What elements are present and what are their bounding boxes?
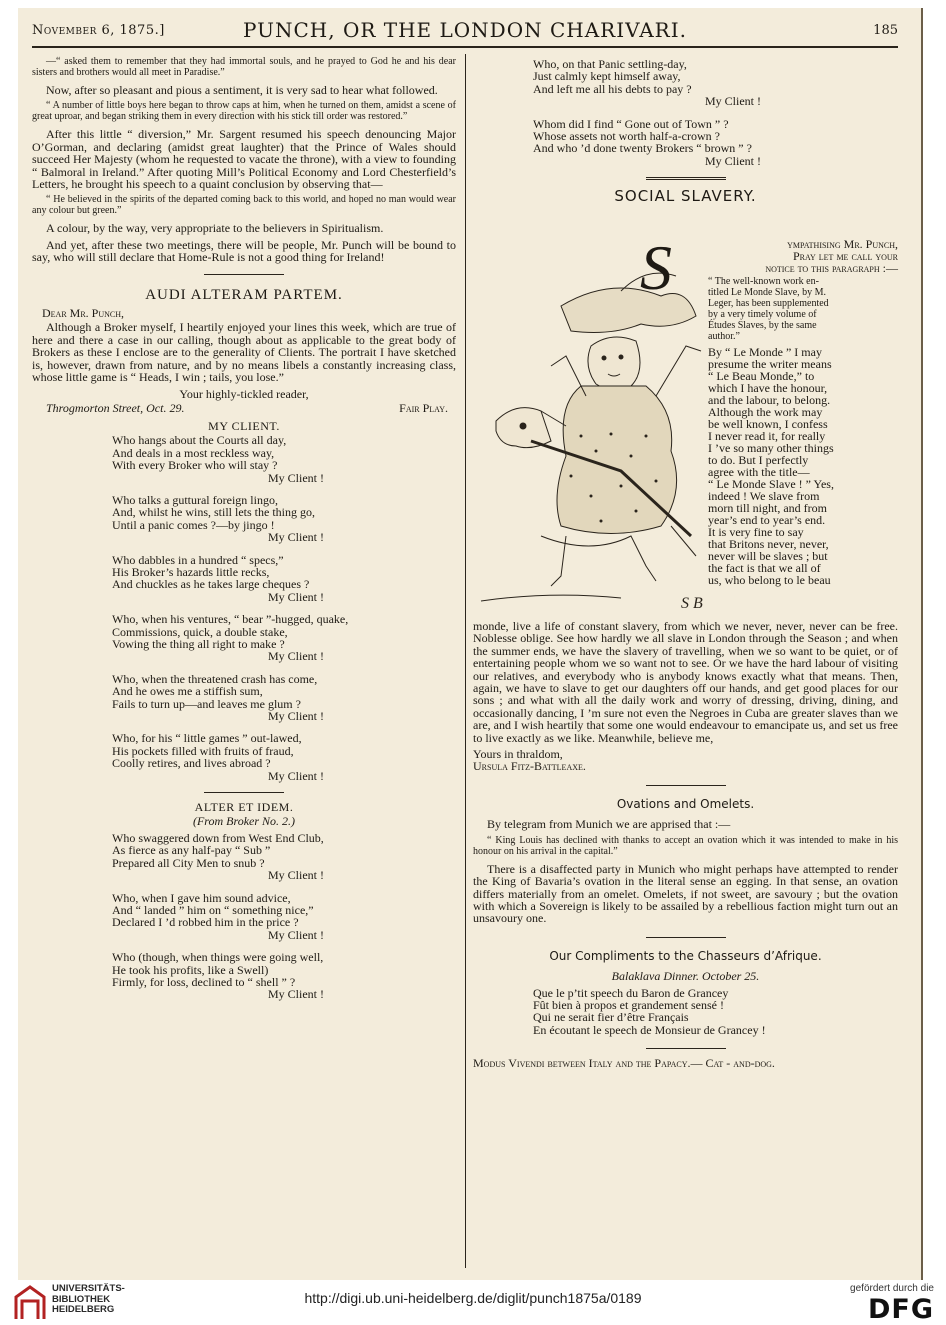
header-rule [32,46,898,48]
stanza [112,554,456,604]
refrain-line: My Client ! [268,987,324,1002]
narrow-text-line: morn till night, and from [708,501,827,515]
page-number: 185 [873,23,898,38]
verse-line: His pockets filled with fruits of fraud, [112,743,294,758]
refrain-line: My Client ! [705,94,761,109]
verse-line: Who hangs about the Courts all day, [112,433,287,448]
monde-slave-quote-line: by a very timely volume of [708,309,817,320]
narrow-text-line: year’s end to year’s end. [708,513,826,527]
illustration-initials: S B [681,595,703,612]
verse-line: And who ’d done twenty Brokers “ brown ” ? [533,141,752,156]
library-line: HEIDELBERG [52,1304,115,1315]
narrow-text-line: that Britons never, never, [708,537,829,551]
verse-line: Firmly, for loss, declined to “ shell ” ? [112,974,296,989]
ovations-para: There is a disaffected party in Munich who might perhaps have attempted to render the King of Bavaria’s ovation in the literal sense an egging. In that sense, an ovation differs materially from an omelet. Omelets, if not sweet, are savoury ; but the ovation with which a Sovereign is likely to be assailed by a rebellious faction might turn out an unsavoury one. [473,861,898,926]
section-rule [204,274,284,275]
slavery-wide-text: monde, live a life of constant slavery, from which we never, never, never can be free. Noblesse oblige. See how hardly we all slave in London through the Season ; and when the summer ends, we have the slavery of travelling, when we so want to be quiet, or of entertaining people whom we so want not to see. Or we have the hard labour of visiting our relatives, and everybody who is anybody knows exactly what that means. Then, again, we have to slave to get our daughters off our hands, and get good places for our sons ; and what with all the daily work and worry of dressing, driving, dining, and occasionally dancing, I ’m sure not even the Negroes in Cuba are greater slaves than we are, and I wish heartily that some one would endeavour to emancipate us, and set us free to live exactly as we like. Meanwhile, believe me, [473,619,898,745]
verse-line: Whose assets not worth half-a-crown ? [533,129,720,144]
section-rule [646,1048,726,1049]
para-diversion: After this little “ diversion,” Mr. Sargent resumed his speech denouncing Major O’Gorman, and declaring (amidst great laughter) that the Prince of Wales should succeed Her Majesty (whom he requested to vacate the throne), with a view to founding “ Balmoral in Ireland.” After quoting Mill’s Political Economy and Lord Chesterfield’s Letters, he brought his speech to a quaint conclusion by observing that— [32,127,456,192]
verse-line: Who (though, when things were going well, [112,950,324,965]
verse-line: Who, when I gave him sound advice, [112,890,291,905]
narrow-text-line: and the labour, to belong. [708,393,831,407]
quote-spirits: “ He believed in the spirits of the departed coming back to this world, and hoped no man would wear any colour but green.” [32,194,456,217]
digitization-footer [0,1280,946,1323]
illustration-lady-hobbyhorse [471,232,729,616]
narrow-text-line: us, who belong to le beau [708,573,831,587]
library-line: UNIVERSITÄTS- [52,1283,125,1294]
sympathising-line: Pray let me call your [792,249,898,263]
letter-address: Throgmorton Street, Oct. 29. [46,400,185,415]
refrain-line: My Client ! [705,153,761,168]
verse-line: And chuckles as he takes large cheques ? [112,577,310,592]
narrow-text-line: indeed ! We slave from [708,489,820,503]
alter-subtitle: (From Broker No. 2.) [192,814,296,829]
stanza [533,118,898,168]
monde-slave-quote-line: Leger, has been supplemented [708,298,829,309]
refrain-line: My Client ! [268,589,324,604]
my-client-poem [32,434,456,782]
verse-line: Commissions, quick, a double stake, [112,624,288,639]
stanza [112,832,456,882]
verse-line: And “ landed ” him on “ something nice,” [112,902,314,917]
narrow-text-line: By “ Le Monde ” I may [708,345,822,359]
monde-slave-quote-line: Études Slaves, by the same [708,320,817,331]
social-slavery-title: SOCIAL SLAVERY. [614,187,757,206]
verse-line: And deals in a most reckless way, [112,445,275,460]
section-rule [646,785,726,786]
section-rule [646,177,726,180]
ovations-title: Ovations and Omelets. [616,796,755,811]
narrow-text-line: never will be slaves ; but [708,549,828,563]
quote-caps: “ A number of little boys here began to throw caps at him, when he turned on them, amidst a scene of great uproar, and began striking them in every direction with his stick till order was restored.” [32,100,456,123]
verse-line: As fierce as any half-pay “ Sub ” [112,843,271,858]
verse-line: Fails to turn up—and leaves me glum ? [112,696,301,711]
modus-vivendi: Modus Vivendi between Italy and the Papacy.— Cat - and-dog. [473,1056,775,1071]
narrow-text-line: agree with the title— [708,465,810,479]
verse-line: Who swaggered down from West End Club, [112,830,324,845]
stanza [112,613,456,663]
my-client-title: MY CLIENT. [208,418,280,433]
compliment-line: Qui ne serait fier d’être Français [533,1010,689,1025]
audi-title: AUDI ALTERAM PARTEM. [145,286,343,303]
para-home-rule: And yet, after these two meetings, there will be people, Mr. Punch will be bound to say, who will still declare that Home-Rule is not a good thing for Ireland! [32,237,456,265]
verse-line: Who, when the threatened crash has come, [112,671,318,686]
verse-line: Who talks a guttural foreign lingo, [112,492,278,507]
monde-slave-quote-line: titled Le Monde Slave, by M. [708,287,827,298]
alter-title: ALTER ET IDEM. [194,800,294,815]
compliment-line: En écoutant le speech de Monsieur de Grancey ! [533,1022,766,1037]
stanza [112,732,456,782]
para-pious: Now, after so pleasant and pious a sentiment, it is very sad to hear what followed. [46,83,438,97]
page-header [32,18,898,42]
para-colour: A colour, by the way, very appropriate to the believers in Spiritualism. [46,221,384,236]
refrain-line: My Client ! [268,649,324,664]
monde-slave-quote-line: author.” [708,331,740,342]
slavery-signer: Ursula Fitz-Battleaxe. [473,759,586,774]
stanza [112,892,456,942]
refrain-line: My Client ! [268,768,324,783]
section-rule [646,937,726,938]
drop-cap: S [640,232,672,303]
signoff: Your highly-tickled reader, [179,386,309,401]
refrain-line: My Client ! [268,470,324,485]
verse-line: Until a panic comes ?—by jingo ! [112,517,275,532]
verse-line: Just calmly kept himself away, [533,69,681,84]
verse-line: He took his profits, like a Swell) [112,962,269,977]
right-column-top [473,58,898,213]
alter-poem [32,832,456,1001]
stanza [112,434,456,484]
verse-line: Declared I ’d robbed him in the price ? [112,915,299,930]
verse-line: Prepared all City Men to snub ? [112,855,265,870]
compliment-line: Que le p’tit speech du Baron de Grancey [533,985,729,1000]
verse-line: Who dabbles in a hundred “ specs,” [112,552,284,567]
dfg-logo: DFG [867,1294,934,1325]
yours-in-thraldom: Yours in thraldom, [473,747,563,762]
refrain-line: My Client ! [268,530,324,545]
verse-line: And he owes me a stiffish sum, [112,684,263,699]
stanza [112,494,456,544]
narrow-text-line: presume the writer means [708,357,832,371]
masthead-title: PUNCH, OR THE LONDON CHARIVARI. [243,18,687,42]
narrow-text-line: I ’ve so many other things [708,441,834,455]
sponsor-text: gefördert durch die [850,1283,934,1294]
stanza [533,58,898,108]
monde-slave-quote-line: “ The well-known work en- [708,276,819,287]
narrow-text-line: “ Le Monde Slave ! ” Yes, [708,477,834,491]
narrow-text-line: which I have the honour, [708,381,828,395]
refrain-line: My Client ! [268,927,324,942]
compliments-verse [473,987,898,1037]
issue-date: November 6, 1875.] [32,23,165,38]
newspaper-page [18,8,923,1280]
verse-line: Who, on that Panic settling-day, [533,57,687,71]
broker-letter: Although a Broker myself, I heartily enjoyed your lines this week, which are true of here and there a case in our calling, though about as applicable to the great body of Brokers as these I enclose are to the generality of Clients. The portrait I have sketched is, however, drawn from nature, and by no means libels a constantly increasing class, whose little game is “ Heads, I win ; tails, you lose.” [32,320,456,385]
verse-line: Coolly retires, and lives abroad ? [112,756,271,771]
sympathising-block [708,238,898,586]
column-divider [465,54,466,1268]
left-column [32,54,456,1011]
stanza [112,951,456,1001]
section-rule [204,792,284,793]
verse-line: And, whilst he wins, still lets the thing go, [112,505,315,520]
quote-immortal-souls: —“ asked them to remember that they had immortal souls, and he prayed to God he and his dear sisters and brothers would all meet in Paradise.” [32,56,456,78]
ovations-telegram: By telegram from Munich we are apprised that :— [487,817,731,832]
narrow-text-line: be well known, I confess [708,417,828,431]
compliments-title: Our Compliments to the Chasseurs d’Afrique. [549,948,822,963]
refrain-line: My Client ! [268,868,324,883]
compliments-subtitle: Balaklava Dinner. October 25. [611,969,760,984]
verse-line: His Broker’s hazards little recks, [112,564,270,579]
sympathising-line: notice to this paragraph :— [765,261,898,275]
verse-line: Whom did I find “ Gone out of Town ” ? [533,116,729,131]
library-line: BIBLIOTHEK [52,1293,111,1305]
refrain-line: My Client ! [268,709,324,724]
salutation: Dear Mr. Punch, [42,306,125,321]
narrow-text-line: the fact is that we all of [708,561,821,575]
source-url[interactable]: http://digi.ub.uni-heidelberg.de/diglit/punch1875a/0189 [304,1290,642,1306]
compliment-line: Fût bien à propos et grandement sensé ! [533,997,724,1012]
narrow-text-line: Although the work may [708,405,823,419]
narrow-text-line: to do. But I perfectly [708,453,809,467]
right-column-bottom [473,620,898,1074]
narrow-text-line: I never read it, for really [708,429,826,443]
sympathising-line: ympathising Mr. Punch, [787,237,898,251]
verse-line: Who, for his “ little games ” out-lawed, [112,731,302,746]
verse-line: With every Broker who will stay ? [112,458,278,473]
verse-line: Who, when his ventures, “ bear ”-hugged, quake, [112,612,349,627]
verse-line: Vowing the thing all right to make ? [112,637,285,651]
narrow-text-line: “ Le Beau Monde,” to [708,369,815,383]
client-poem-continued [473,58,898,167]
narrow-text-line: It is very fine to say [708,525,804,539]
verse-line: And left me all his debts to pay ? [533,81,692,96]
ovations-quote: “ King Louis has declined with thanks to accept an ovation which it was intended to make in his honour on his arrival in the capital.” [473,834,898,857]
stanza [112,673,456,723]
letter-signer: Fair Play. [399,400,448,415]
